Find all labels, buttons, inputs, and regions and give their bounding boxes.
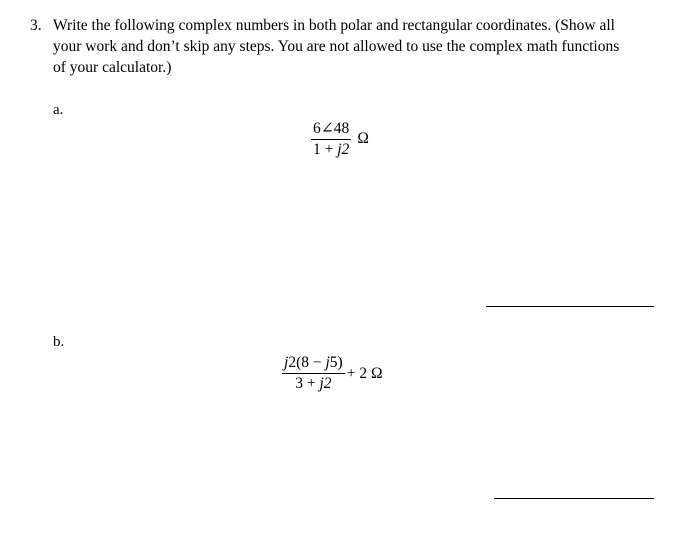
- part-b-num-rest-2: 5): [329, 354, 343, 371]
- question-line-1: Write the following complex numbers in both polar and rectangular coordinates. (Show all: [53, 17, 615, 34]
- part-b-expression: [282, 353, 382, 394]
- ohm-unit: Ω: [357, 129, 369, 147]
- part-b-num-j: j: [284, 354, 289, 371]
- part-a-fraction: [311, 119, 351, 160]
- part-b-num-j2: j: [325, 354, 330, 371]
- part-b-label: b.: [53, 334, 65, 350]
- part-b-den-imag: j2: [319, 375, 332, 392]
- part-a-label: a.: [53, 102, 64, 118]
- question-number: 3.: [30, 17, 42, 34]
- part-a-magnitude: 6: [313, 120, 321, 137]
- part-b-tail: + 2 Ω: [346, 364, 383, 382]
- question-line-3: of your calculator.): [53, 59, 172, 76]
- part-a-numerator: [311, 119, 351, 140]
- question-line-2: your work and don’t skip any steps. You are not allowed to use the complex math functions: [53, 38, 620, 55]
- question-text: [53, 15, 658, 78]
- answer-line-a: [486, 306, 654, 307]
- part-a-denominator: [311, 140, 351, 160]
- part-a-den-imag: j2: [337, 141, 350, 158]
- part-b-fraction: [282, 353, 345, 394]
- angle-symbol: ∠: [320, 120, 334, 137]
- part-a-angle: 48: [333, 120, 350, 137]
- part-b-den-real: 3 +: [295, 375, 320, 392]
- part-a-den-real: 1 +: [313, 141, 338, 158]
- part-b-denominator: [293, 374, 333, 394]
- part-a-expression: [311, 119, 369, 160]
- part-b-numerator: [282, 353, 345, 374]
- part-b-num-rest-1: 2(8 −: [288, 354, 326, 371]
- answer-line-b: [494, 498, 654, 499]
